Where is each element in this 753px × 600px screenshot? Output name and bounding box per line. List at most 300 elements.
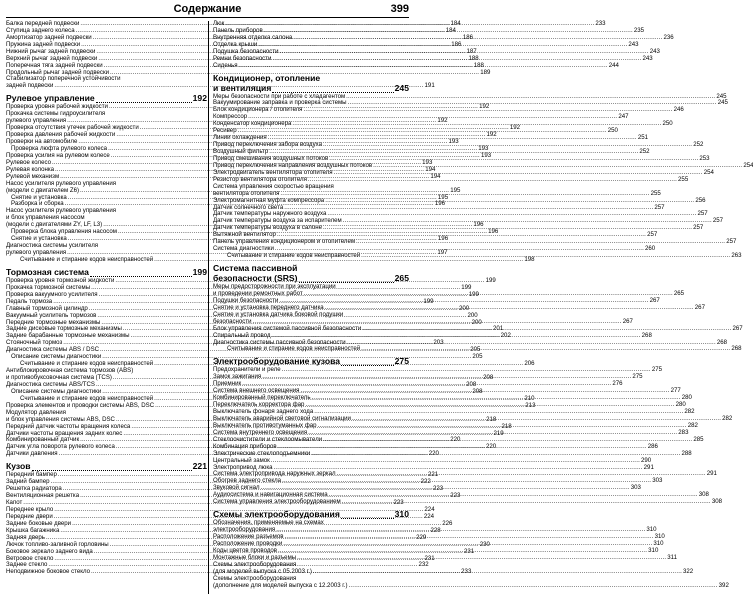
entry-title: Стеклоочистители и стеклоомыватели bbox=[213, 435, 323, 443]
entry-title: Система электропривода наружных зеркал bbox=[213, 470, 336, 478]
entry-title: Система управления электрооборудованием bbox=[213, 498, 341, 506]
entry-page-number: 213 bbox=[525, 401, 536, 409]
entry-page-number: 193 bbox=[422, 158, 433, 166]
entry-title: Электромагнитная муфта компрессора bbox=[213, 196, 325, 204]
entry-page-number: 202 bbox=[500, 332, 511, 340]
entry-title: Резистор вентилятора отопителя bbox=[213, 175, 307, 183]
entry-title: Блок кондиционера / отопителя bbox=[213, 106, 303, 114]
entry-page-number: 245 bbox=[717, 99, 728, 107]
entry-page-number: 243 bbox=[628, 40, 639, 48]
entry-page-number: 198 bbox=[524, 255, 535, 263]
entry-title: Проверка блока управления насосом bbox=[11, 228, 117, 236]
entry-page-number: 200 bbox=[471, 318, 482, 326]
entry-page-number: 229 bbox=[416, 533, 427, 541]
entry-page-number: 257 bbox=[697, 210, 708, 218]
entry-title: Диагностика системы ABS/TCS bbox=[6, 380, 95, 388]
entry-page-number: 291 bbox=[706, 470, 717, 478]
entry-page-number: 226 bbox=[442, 519, 453, 527]
section-title: Схемы электрооборудования bbox=[213, 509, 340, 520]
section-title: Электрооборудование кузова bbox=[213, 356, 341, 367]
entry-page-number: 200 bbox=[458, 304, 470, 312]
toc-section-heading[interactable] bbox=[213, 509, 409, 519]
entry-page-number: 282 bbox=[722, 414, 733, 422]
dot-leader bbox=[325, 305, 694, 312]
entry-page-number: 221 bbox=[428, 471, 439, 479]
entry-page-number: 308 bbox=[698, 491, 709, 499]
entry-page-number: 303 bbox=[652, 477, 663, 485]
section-title: Система пассивной bbox=[213, 263, 298, 274]
entry-title: Отделка крыши bbox=[213, 40, 258, 48]
entry-title: Вытяжной вентилятор bbox=[213, 231, 276, 239]
entry-title: Диагностика системы усилителя bbox=[6, 242, 99, 250]
entry-title: Главный тормозной цилиндр bbox=[6, 304, 88, 312]
entry-title: Подушки безопасности bbox=[213, 296, 279, 304]
entry-page-number: 230 bbox=[479, 540, 490, 548]
entry-page-number: 199 bbox=[423, 297, 434, 305]
entry-title: Ветровое стекло bbox=[6, 554, 54, 562]
entry-page-number: 250 bbox=[607, 127, 618, 135]
entry-page-number: 257 bbox=[726, 238, 737, 246]
entry-title: Обозначения, применяемые на схемах bbox=[213, 519, 324, 527]
entry-title: Передние тормозные механизмы bbox=[6, 318, 101, 326]
entry-page-number: 232 bbox=[418, 561, 429, 569]
section-title: Рулевое управление bbox=[6, 93, 95, 104]
entry-title: Привод смешивания воздушных потоков bbox=[213, 154, 329, 162]
entry-page-number: 199 bbox=[485, 276, 496, 284]
entry-page-number: 276 bbox=[612, 380, 623, 388]
entry-title: Проверка давления рабочей жидкости bbox=[6, 131, 116, 139]
entry-title: Рулевое колесо bbox=[6, 158, 52, 166]
dot-leader bbox=[341, 358, 394, 366]
entry-title: Сиденья bbox=[213, 61, 238, 69]
entry-title: Решетка радиатора bbox=[6, 485, 62, 493]
entry-title: Схемы электрооборудования bbox=[213, 560, 297, 568]
entry-page-number: 310 bbox=[648, 546, 659, 554]
entry-title: Панель управления кондиционером и отопителем bbox=[213, 238, 356, 246]
entry-title: Датчики частоты вращения задних колес bbox=[6, 429, 123, 437]
entry-title: Аудиосистема и навигационная система bbox=[213, 491, 328, 499]
entry-title: рулевого управления bbox=[6, 117, 67, 125]
entry-title: Крышка багажника bbox=[6, 526, 60, 534]
entry-title: Переднее крыло bbox=[6, 505, 54, 513]
entry-title: и проведении ремонтных работ bbox=[213, 289, 303, 297]
entry-page-number: 218 bbox=[486, 415, 497, 423]
entry-title: Монтажные блоки и разъемы bbox=[213, 553, 297, 561]
entry-page-number: 193 bbox=[478, 144, 489, 152]
entry-title: Комбинация приборов bbox=[213, 442, 277, 450]
dot-leader bbox=[299, 275, 394, 283]
entry-page-number: 322 bbox=[683, 567, 694, 575]
section-title-line bbox=[213, 83, 409, 93]
entry-title: Задний бампер bbox=[6, 478, 50, 486]
entry-title: Электродвигатель вентилятора отопителя bbox=[213, 168, 333, 176]
entry-page-number: 195 bbox=[450, 186, 461, 194]
entry-title: безопасности bbox=[213, 317, 252, 325]
entry-title: Антиблокировочная система тормозов (ABS) bbox=[6, 367, 134, 375]
toc-section-heading[interactable] bbox=[6, 93, 207, 103]
entry-title: Схемы электрооборудования bbox=[213, 574, 297, 582]
entry-page-number: 246 bbox=[673, 106, 684, 114]
section-title: Тормозная система bbox=[6, 266, 89, 277]
page-title: Содержание bbox=[173, 3, 242, 15]
toc-entry[interactable] bbox=[213, 498, 722, 506]
entry-page-number: 196 bbox=[437, 235, 449, 243]
entry-title: Передние двери bbox=[6, 512, 53, 520]
entry-page-number: 193 bbox=[480, 151, 492, 159]
entry-page-number: 200 bbox=[467, 311, 478, 319]
entry-page-number: 277 bbox=[670, 387, 681, 395]
entry-page-number: 199 bbox=[461, 283, 472, 291]
entry-page-number: 282 bbox=[684, 408, 695, 416]
entry-page-number: 268 bbox=[731, 345, 742, 353]
entry-title: Разборка и сборка bbox=[11, 200, 64, 208]
entry-page-number: 223 bbox=[393, 499, 404, 507]
entry-title: Комбинированный датчик bbox=[6, 436, 80, 444]
entry-title: Ремни безопасности bbox=[213, 54, 272, 62]
entry-page-number: 194 bbox=[425, 165, 436, 173]
entry-page-number: 206 bbox=[524, 360, 535, 368]
entry-title: Расположение разъемов bbox=[213, 533, 284, 541]
entry-title: Неподвижное боковое стекло bbox=[6, 568, 91, 576]
entry-title: и блок управления насосом bbox=[6, 214, 85, 222]
entry-title: Считывание и стирание кодов неисправностей bbox=[227, 252, 361, 260]
dot-leader bbox=[297, 555, 666, 562]
entry-page-number: 184 bbox=[445, 26, 456, 34]
entry-page-number: 196 bbox=[473, 221, 484, 229]
entry-page-number: 286 bbox=[647, 442, 658, 450]
entry-title: Проверка уровня рабочей жидкости bbox=[6, 103, 108, 111]
toc-section-heading[interactable] bbox=[213, 263, 409, 283]
entry-page-number: 256 bbox=[695, 196, 706, 204]
entry-page-number: 283 bbox=[678, 428, 689, 436]
entry-title: Блок управления системой пассивной безопасности bbox=[213, 324, 362, 332]
entry-title: Задние боковые двери bbox=[6, 519, 72, 527]
entry-title: (дополнение для моделей выпуска с 12.2003 г.) bbox=[213, 581, 348, 589]
entry-page-number: 192 bbox=[479, 103, 490, 111]
entry-page-number: 187 bbox=[466, 47, 477, 55]
entry-page-number: 192 bbox=[509, 124, 521, 132]
entry-title: электрооборудования bbox=[213, 526, 276, 534]
entry-page-number: 311 bbox=[667, 553, 678, 561]
dot-leader bbox=[341, 511, 394, 519]
entry-title: Конденсатор кондиционера bbox=[213, 120, 292, 128]
dot-leader bbox=[342, 499, 711, 506]
entry-page-number: 257 bbox=[654, 203, 665, 211]
page-header bbox=[6, 2, 409, 16]
dot-leader bbox=[349, 583, 718, 590]
entry-title: Описание системы диагностики bbox=[11, 353, 102, 361]
entry-page-number: 223 bbox=[450, 492, 461, 500]
entry-title: Лючок топливо-заливной горловины bbox=[6, 540, 109, 548]
entry-title: Обогрев заднего стекла bbox=[213, 477, 282, 485]
entry-page-number: 257 bbox=[712, 217, 724, 225]
entry-page-number: 260 bbox=[645, 245, 656, 253]
entry-page-number: 280 bbox=[675, 401, 686, 409]
entry-page-number: 201 bbox=[493, 325, 504, 333]
entry-page-number: 280 bbox=[681, 394, 692, 402]
entry-page-number: 195 bbox=[437, 193, 449, 201]
entry-page-number: 257 bbox=[693, 224, 704, 232]
entry-title: Прокачка тормозной системы bbox=[6, 283, 91, 291]
entry-page-number: 224 bbox=[424, 505, 435, 513]
entry-title: Линии охлаждения bbox=[213, 134, 267, 142]
section-page-number: 245 bbox=[394, 82, 409, 93]
entry-page-number: 247 bbox=[618, 113, 629, 121]
entry-page-number: 231 bbox=[424, 554, 435, 562]
entry-title: Предохранители и реле bbox=[213, 366, 281, 374]
entry-page-number: 243 bbox=[649, 47, 660, 55]
entry-page-number: 188 bbox=[468, 54, 479, 62]
entry-page-number: 285 bbox=[693, 435, 704, 443]
entry-page-number: 184 bbox=[450, 19, 461, 27]
entry-page-number: 268 bbox=[716, 338, 728, 346]
entry-page-number: 193 bbox=[448, 138, 459, 146]
entry-title: Амортизатор задней подвески bbox=[6, 33, 92, 41]
entry-page-number: 220 bbox=[428, 450, 439, 458]
entry-page-number: 310 bbox=[646, 526, 657, 534]
entry-title: Привод переключения направления воздушных потоков bbox=[213, 161, 373, 169]
entry-title: вентилятора отопителя bbox=[213, 189, 280, 197]
entry-page-number: 189 bbox=[480, 68, 491, 76]
entry-page-number: 392 bbox=[718, 581, 729, 589]
entry-title: Насос усилителя рулевого управления bbox=[6, 179, 117, 187]
entry-title: Приемник bbox=[213, 380, 242, 388]
entry-title: Выключатель противотуманных фар bbox=[213, 421, 317, 429]
entry-page-number: 218 bbox=[501, 422, 512, 430]
entry-page-number: 310 bbox=[653, 539, 664, 547]
entry-page-number: 208 bbox=[483, 374, 494, 382]
entry-page-number: 267 bbox=[622, 317, 633, 325]
entry-title: Проверка люфта рулевого колеса bbox=[11, 144, 108, 152]
entry-title: Замок зажигания bbox=[213, 373, 262, 381]
entry-page-number: 192 bbox=[486, 131, 497, 139]
dot-leader bbox=[308, 177, 677, 184]
entry-title: Поперечная тяга задней подвески bbox=[6, 61, 103, 69]
entry-page-number: 220 bbox=[486, 443, 497, 451]
entry-title: Подушка безопасности bbox=[213, 47, 279, 55]
entry-page-number: 208 bbox=[466, 380, 477, 388]
entry-title: Диагностика системы ABS / DSC bbox=[6, 346, 100, 354]
entry-title: Передний датчик частоты вращения колеса bbox=[6, 422, 131, 430]
dot-leader bbox=[32, 463, 192, 471]
entry-title: Комбинированный переключатель bbox=[213, 394, 311, 402]
entry-page-number: 268 bbox=[641, 331, 652, 339]
entry-title: Считывание и стирание кодов неисправностей bbox=[20, 394, 154, 402]
entry-title: Коды цветов проводов bbox=[213, 546, 278, 554]
entry-page-number: 254 bbox=[743, 161, 753, 169]
entry-title: Воздушный фильтр bbox=[213, 148, 269, 156]
entry-page-number: 223 bbox=[432, 485, 444, 493]
entry-title: Датчик солнечного света bbox=[213, 203, 284, 211]
entry-title: Считывание и стирание кодов неисправностей bbox=[20, 255, 154, 263]
dot-leader bbox=[96, 95, 192, 103]
entry-title: Снятие и установка bbox=[11, 235, 67, 243]
entry-page-number: 194 bbox=[430, 172, 441, 180]
entry-page-number: 267 bbox=[732, 324, 743, 332]
entry-title: Снятие и установка переднего датчика bbox=[213, 303, 324, 311]
entry-page-number: 192 bbox=[437, 117, 448, 125]
entry-title: Диагностика системы пассивной безопасности bbox=[213, 338, 346, 346]
entry-page-number: 233 bbox=[461, 568, 472, 576]
entry-title: Рулевая колонка bbox=[6, 165, 55, 173]
entry-title: Проверка отсутствия утечек рабочей жидкости bbox=[6, 124, 139, 132]
entry-title: Считывание и стирание кодов неисправностей bbox=[227, 345, 361, 353]
entry-title: Продольный рычаг задней подвески bbox=[6, 68, 110, 76]
entry-title: Датчик температуры наружного воздуха bbox=[213, 210, 327, 218]
section-page-number: 221 bbox=[192, 461, 207, 472]
page-number: 399 bbox=[390, 3, 409, 15]
entry-page-number: 291 bbox=[643, 463, 654, 471]
entry-title: Нижний рычаг задней подвески bbox=[6, 47, 96, 55]
entry-title: и блок управления системы ABS, DSC bbox=[6, 415, 115, 423]
entry-title: (для моделей выпуска с 05.2003 г.) bbox=[213, 567, 312, 575]
entry-title: Расположение проводки bbox=[213, 539, 283, 547]
entry-page-number: 252 bbox=[639, 148, 650, 156]
section-title-line bbox=[213, 273, 409, 283]
entry-title: Насос усилителя рулевого управления bbox=[6, 207, 117, 215]
entry-title: Система управления скоростью вращения bbox=[213, 182, 334, 190]
entry-page-number: 199 bbox=[468, 290, 479, 298]
entry-page-number: 191 bbox=[424, 82, 435, 90]
entry-title: Спиральный провод bbox=[213, 331, 271, 339]
entry-title: Ступица заднего колеса bbox=[6, 26, 75, 34]
entry-page-number: 196 bbox=[488, 228, 499, 236]
entry-title: Система внешнего освещения bbox=[213, 387, 300, 395]
toc-entry[interactable] bbox=[6, 255, 535, 264]
entry-title: Переключатель корректора фар bbox=[213, 401, 305, 409]
entry-page-number: 252 bbox=[693, 141, 704, 149]
entry-title: Датчик температуры воздуха в салоне bbox=[213, 224, 322, 232]
entry-page-number: 224 bbox=[423, 512, 435, 520]
entry-title: (модели с двигателями ZY, LF, L3) bbox=[6, 221, 103, 229]
entry-title: Выключатель фонаря заднего хода bbox=[213, 408, 314, 416]
entry-title: Проверка уровня тормозной жидкости bbox=[6, 276, 115, 284]
entry-page-number: 205 bbox=[470, 346, 481, 354]
entry-title: Заднее стекло bbox=[6, 561, 48, 569]
entry-page-number: 186 bbox=[451, 40, 462, 48]
entry-title: Датчик угла поворота рулевого колеса bbox=[6, 443, 115, 451]
dot-leader bbox=[361, 346, 730, 353]
dot-leader bbox=[313, 569, 682, 576]
entry-page-number: 244 bbox=[608, 61, 619, 69]
dot-leader bbox=[239, 63, 608, 70]
entry-title: Проверка усилия на рулевом колесе bbox=[6, 151, 110, 159]
entry-title: Задние дисковые тормозные механизмы bbox=[6, 325, 122, 333]
entry-title: Прокачка системы гидроусилителя bbox=[6, 110, 106, 118]
entry-title: Вакуумирование заправка и проверка системы bbox=[213, 99, 347, 107]
entry-title: Компрессор bbox=[213, 113, 248, 121]
entry-page-number: 253 bbox=[699, 154, 710, 162]
entry-title: Передний бампер bbox=[6, 471, 57, 479]
entry-page-number: 222 bbox=[420, 478, 431, 486]
entry-page-number: 186 bbox=[462, 33, 474, 41]
entry-title: Система внутреннего освещения bbox=[213, 428, 308, 436]
entry-title: задней подвески bbox=[6, 82, 54, 90]
entry-title: Датчики давления bbox=[6, 450, 58, 458]
entry-page-number: 263 bbox=[731, 252, 742, 260]
entry-page-number: 303 bbox=[630, 484, 641, 492]
entry-title: Боковое зеркало заднего вида bbox=[6, 547, 93, 555]
entry-page-number: 275 bbox=[651, 366, 663, 374]
entry-page-number: 288 bbox=[681, 449, 692, 457]
entry-title: Снятие и установка bbox=[11, 193, 67, 201]
section-title-line bbox=[213, 73, 409, 83]
section-page-number: 310 bbox=[394, 509, 409, 520]
entry-title: Снятие и установка датчика боковой подушки bbox=[213, 310, 344, 318]
entry-title: Внутренняя отделка салона bbox=[213, 33, 293, 41]
section-title: безопасности (SRS) bbox=[213, 273, 298, 284]
entry-title: Электрические стеклоподъемники bbox=[213, 449, 311, 457]
entry-title: Капот bbox=[6, 499, 23, 507]
entry-page-number: 257 bbox=[647, 231, 658, 239]
entry-page-number: 203 bbox=[433, 339, 444, 347]
entry-page-number: 254 bbox=[703, 168, 714, 176]
entry-page-number: 290 bbox=[641, 456, 652, 464]
entry-page-number: 251 bbox=[637, 134, 648, 142]
entry-page-number: 245 bbox=[716, 92, 727, 100]
entry-page-number: 267 bbox=[694, 303, 705, 311]
entry-title: Меры предосторожности при эксплуатации bbox=[213, 283, 336, 291]
entry-page-number: 228 bbox=[430, 526, 441, 534]
entry-title: Привод переключения забора воздуха bbox=[213, 141, 323, 149]
entry-title: Вентиляционная решетка bbox=[6, 492, 80, 500]
entry-page-number: 255 bbox=[678, 175, 689, 183]
section-page-number: 192 bbox=[192, 93, 207, 104]
entry-title: Стояночный тормоз bbox=[6, 339, 63, 347]
section-title: Кузов bbox=[6, 461, 31, 472]
toc-section-heading[interactable] bbox=[6, 461, 207, 471]
entry-title: Пружина задней подвески bbox=[6, 40, 81, 48]
entry-title: Люк bbox=[213, 19, 225, 27]
entry-page-number: 250 bbox=[662, 120, 673, 128]
entry-title: Считывание и стирание кодов неисправностей bbox=[20, 360, 154, 368]
entry-title: Рулевой механизм bbox=[6, 172, 60, 180]
entry-title: Задняя дверь bbox=[6, 533, 45, 541]
toc-section-heading[interactable] bbox=[213, 356, 409, 366]
entry-page-number: 210 bbox=[524, 394, 535, 402]
entry-page-number: 233 bbox=[595, 19, 606, 27]
section-page-number: 275 bbox=[394, 356, 409, 367]
header-rule bbox=[6, 17, 409, 18]
entry-title: Ресивер bbox=[213, 127, 237, 135]
entry-title: Стабилизатор поперечной устойчивости bbox=[6, 75, 121, 83]
toc-section-heading[interactable] bbox=[6, 267, 207, 277]
entry-page-number: 282 bbox=[687, 421, 698, 429]
entry-title: Модулятор давления bbox=[6, 408, 66, 416]
section-page-number: 199 bbox=[192, 266, 207, 277]
entry-page-number: 235 bbox=[633, 26, 645, 34]
entry-page-number: 196 bbox=[434, 200, 445, 208]
entry-page-number: 265 bbox=[673, 289, 685, 297]
toc-entry[interactable] bbox=[213, 581, 729, 590]
entry-title: рулевого управления bbox=[6, 249, 67, 257]
entry-title: Электропривод люка bbox=[213, 463, 273, 471]
dot-leader bbox=[361, 253, 730, 260]
entry-page-number: 267 bbox=[649, 296, 660, 304]
entry-title: Педаль тормоза bbox=[6, 297, 53, 305]
entry-page-number: 255 bbox=[650, 189, 661, 197]
entry-title: Проверка элементов и проводки системы ABS, DSC bbox=[6, 401, 155, 409]
entry-title: Описание системы диагностики bbox=[11, 387, 102, 395]
entry-page-number: 275 bbox=[632, 373, 643, 381]
entry-title: Проверка вакуумного усилителя bbox=[6, 290, 98, 298]
entry-title: Задние барабанные тормозные механизмы bbox=[6, 332, 130, 340]
entry-page-number: 310 bbox=[654, 533, 665, 541]
toc-section-heading[interactable] bbox=[213, 73, 409, 93]
entry-title: Выключатель аварийной световой сигнализации bbox=[213, 414, 351, 422]
dot-leader bbox=[90, 269, 192, 277]
entry-title: Проверки на автомобиле bbox=[6, 138, 78, 146]
